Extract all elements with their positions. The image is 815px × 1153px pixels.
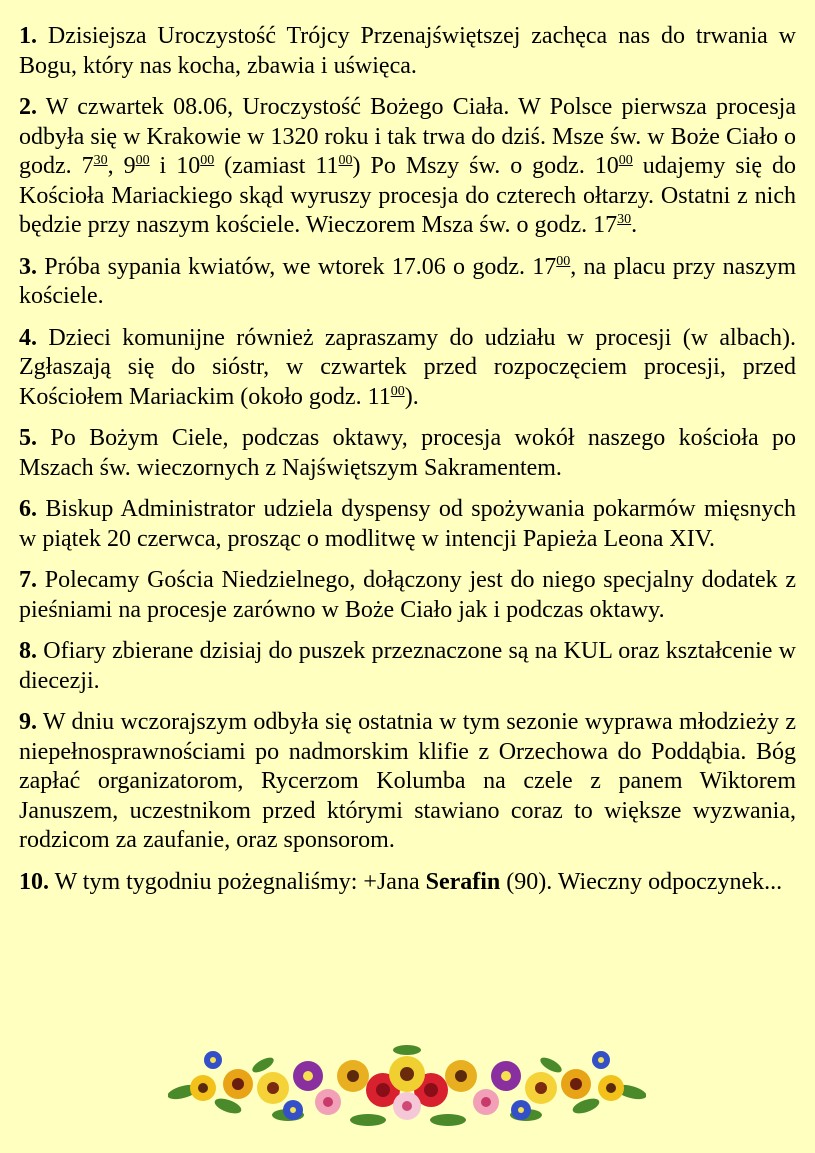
announcement-1 <box>19 22 796 81</box>
item-text: W dniu wczorajszym odbyła się ostatnia w tym sezonie wyprawa młodzieży z niepełnosprawnościami po nadmorskim klifie z Orzechowa do Poddąbia. Bóg zapłać organizatorom, Rycerzom Kolumba na czele z panem Wiktorem Januszem, uczestnikom przed którymi stawiano coraz to większe wyzwania, rodzicom za zaufanie, oraz sponsorom. <box>19 709 796 853</box>
announcement-7 <box>19 566 796 625</box>
announcement-8 <box>19 637 796 696</box>
item-text: ). <box>404 383 419 410</box>
item-text: Dzieci komunijne również zapraszamy do udziału w procesji (w albach). Zgłaszają się do sióstr, w czwartek przed rozpoczęciem procesji, przed Kościołem Mariackim (około godz. 11 <box>19 324 796 410</box>
item-text: (90). Wieczny odpoczynek... <box>500 868 783 895</box>
item-text: udajemy się do Kościoła Mariackiego skąd wyruszy procesja do czterech ołtarzy. Ostatni z nich będzie przy naszym kościele. Wieczorem Msza św. o godz. 17 <box>19 153 797 238</box>
item-text: Po Bożym Ciele, podczas oktawy, procesja wokół naszego kościoła po Mszach św. wieczornych z Najświętszym Sakramentem. <box>19 425 796 481</box>
item-number: 10. <box>19 868 49 895</box>
announcement-9 <box>19 708 796 856</box>
item-text: Polecamy Gościa Niedzielnego, dołączony jest do niego specjalny dodatek z pieśniami na procesje zarówno w Boże Ciało jak i podczas oktawy. <box>19 567 796 623</box>
item-number: 7. <box>19 567 37 593</box>
time-minutes: 30 <box>617 212 632 227</box>
flower-garland-icon <box>168 1040 646 1132</box>
time-minutes: 00 <box>556 253 571 269</box>
time-minutes: 00 <box>618 153 633 168</box>
item-number: 4. <box>19 324 37 351</box>
item-text: (zamiast 11 <box>214 153 339 179</box>
item-number: 5. <box>19 425 37 451</box>
time-minutes: 30 <box>93 153 108 168</box>
item-text: Próba sypania kwiatów, we wtorek 17.06 o godz. 17 <box>37 253 557 280</box>
time-minutes: 00 <box>135 153 150 168</box>
item-text: i 10 <box>149 153 201 179</box>
announcement-2 <box>19 93 796 241</box>
item-number: 6. <box>19 496 37 522</box>
announcement-6 <box>19 495 796 554</box>
announcement-4 <box>19 324 796 413</box>
item-number: 1. <box>19 23 37 49</box>
time-minutes: 00 <box>200 153 215 168</box>
item-text: W czwartek 08.06, Uroczystość Bożego Ciała. W Polsce pierwsza procesja odbyła się w Krakowie w 1320 roku i tak trwa do dziś. Msze św. w Boże Ciało o godz. 7 <box>19 94 796 179</box>
time-minutes: 00 <box>338 153 353 168</box>
item-number: 8. <box>19 638 37 664</box>
item-text: , 9 <box>107 153 136 179</box>
announcement-10 <box>19 868 796 898</box>
deceased-surname: Serafin <box>425 868 501 895</box>
item-text: , na placu przy naszym kościele. <box>19 253 796 309</box>
item-text: W tym tygodniu pożegnaliśmy: +Jana <box>49 868 426 895</box>
item-number: 3. <box>19 253 37 280</box>
item-text: Ofiary zbierane dzisiaj do puszek przeznaczone są na KUL oraz kształcenie w diecezji. <box>19 638 796 694</box>
item-text: Dzisiejsza Uroczystość Trójcy Przenajświętszej zachęca nas do trwania w Bogu, który nas kocha, zbawia i uświęca. <box>19 23 796 79</box>
announcement-5 <box>19 424 796 483</box>
item-text: . <box>631 212 638 238</box>
item-text: ) Po Mszy św. o godz. 10 <box>352 153 619 179</box>
item-number: 2. <box>19 94 37 120</box>
item-text: Biskup Administrator udziela dyspensy od spożywania pokarmów mięsnych w piątek 20 czerwca, prosząc o modlitwę w intencji Papieża Leona XIV. <box>19 496 796 552</box>
time-minutes: 00 <box>390 383 405 399</box>
item-number: 9. <box>19 709 37 735</box>
announcement-3 <box>19 253 796 312</box>
